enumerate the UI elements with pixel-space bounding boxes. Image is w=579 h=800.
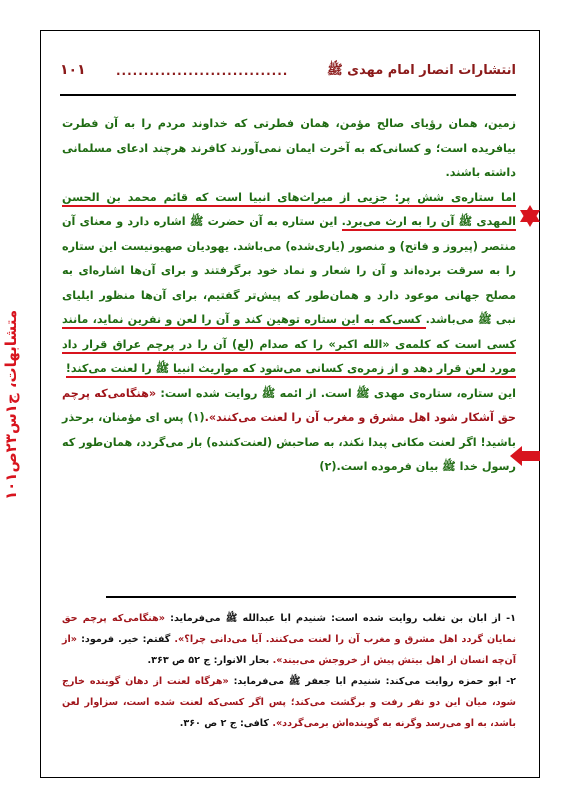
header-rule [60,94,516,96]
paragraph-2-text: این ستاره به آن حضرت ﷺ اشاره دارد و معنای آن منتصر (پیروز و فاتح) و منصور (یاری‌شده) می‌باشد. یهودیان صهیونیست این ستاره را به سرقت برده‌اند و آن را شعار و نماد خود برگرفتند و برای آن‌ها اشاره‌ای به مصلح جهانی موعود دارد و همان‌طور که پیش‌تر گفتیم، برای آن‌ها منظور ایلیای نبی ﷺ می‌باشد. [62,215,516,326]
side-reference-note: متشابهات، ج۱س۲۳ص۱۰۱ [2,309,20,500]
paragraph-1: زمین، همان رؤیای صالح مؤمن، همان فطرتی که خداوند مردم را به آن فطرت بیافریده است؛ و کسانی‌که به آخرت ایمان نمی‌آورند کافرند هرچند ادعای مسلمانی داشته باشند. [62,117,516,179]
paragraph-3 [62,382,516,480]
footnote-2-intro: ۲- ابو حمزه روایت می‌کند: شنیدم ابا جعفر ﷺ می‌فرماید: [228,676,516,687]
page-number: ۱۰۱ [60,62,86,78]
footnotes [62,608,516,734]
hadith-quote: «هنگامی‌که پرچم حق آشکار شود اهل مشرق و مغرب آن را لعنت می‌کنند». [62,386,517,424]
footnote-2-source: کافی: ج ۲ ص ۳۶۰. [179,718,273,729]
footnote-rule [106,596,516,598]
footnote-2 [62,671,516,734]
header-title: انتشارات انصار امام مهدی ﷺ [326,63,516,78]
main-text [62,112,516,480]
star-of-david-icon [518,204,542,228]
footnote-1-source: بحار الانوار: ج ۵۲ ص ۳۶۳. [147,655,273,666]
paragraph-3-intro: این ستاره، ستاره‌ی مهدی ﷺ است. از ائمه ﷺ روایت شده است: [156,386,516,400]
footnote-1-quote: «هنگامی‌که پرچم حق نمایان گردد اهل مشرق و مغرب آن را لعنت می‌کنند. آیا می‌دانی چرا؟». [62,613,517,645]
footnote-2-quote: «هرگاه لعنت از دهان گوینده خارج شود، میان این دو نفر رفت و برگشت می‌کند؛ پس اگر کسی‌که لعنت شده است، سزاوار لعن باشد، به او می‌رسد وگرنه به گوینده‌اش برمی‌گردد». [62,676,516,729]
footnote-ref-2: (۲) [319,460,337,473]
footnote-1-mid: گفتم: خیر. فرمود: [77,634,175,645]
underlined-sentence-2: کسی‌که به این ستاره توهین کند و آن را لعن و نفرین نماید، مانند کسی است که کلمه‌ی «الله اکبر» را که صدام (لع) آن را در پرچم عراق قرار داد مورد لعن قرار دهد و از زمره‌ی کسانی می‌شود که مواریث انبیا ﷺ را لعنت می‌کند! [62,313,516,378]
paragraph-3-text: (۱) پس ای مؤمنان، برحذر باشید! اگر لعنت مکانی پیدا نکند، به صاحبش (لعنت‌کننده) باز می‌گردد، همان‌طور که رسول خدا ﷺ بیان فرموده است. [62,411,516,473]
page-header [60,62,516,86]
footnote-1 [62,608,516,671]
underlined-sentence-1: اما ستاره‌ی شش پر: جزیی از میراث‌های انبیا است که قائم محمد بن الحسن المهدی ﷺ آن را به ارث می‌برد. [62,191,516,232]
header-dots: ............................... [116,64,289,78]
footnote-1-intro: ۱- از ابان بن تغلب روایت شده است: شنیدم ابا عبدالله ﷺ می‌فرماید: [164,613,516,624]
footnote-1-quote-2: «از آن‌چه انسان از اهل بیتش پیش از خروجش می‌بیند». [62,634,516,666]
paragraph-2 [62,186,516,382]
